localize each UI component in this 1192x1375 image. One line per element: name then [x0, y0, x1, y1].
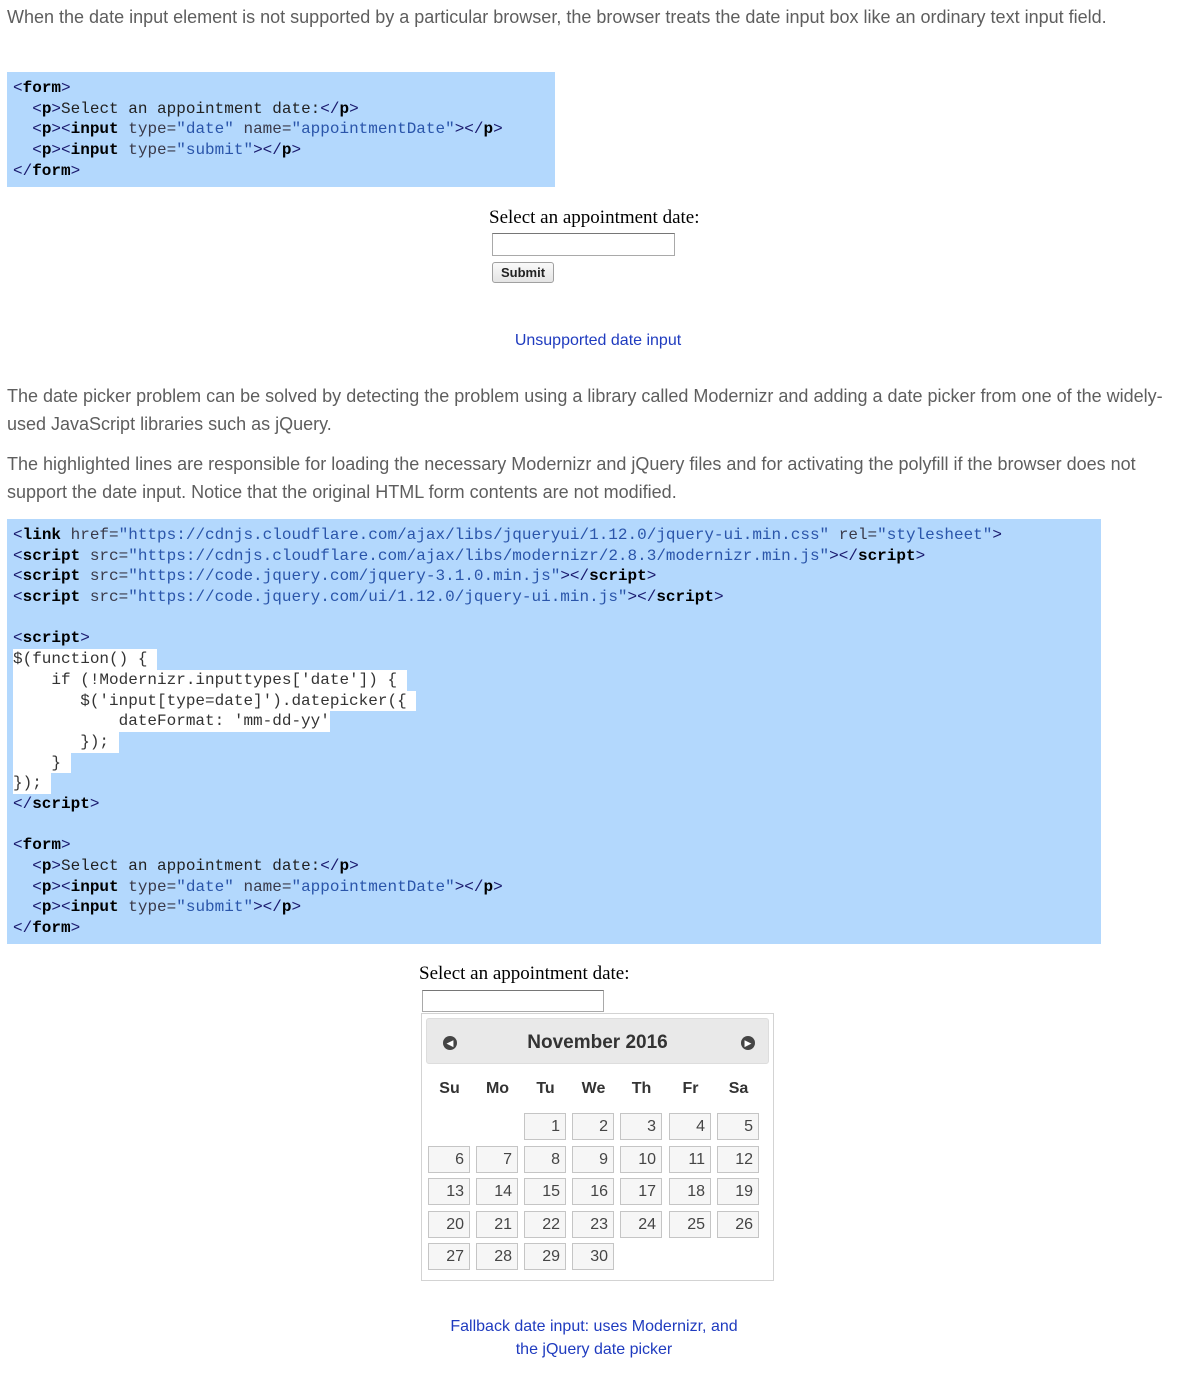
demo2-label: Select an appointment date:: [419, 963, 630, 984]
code-token: <: [32, 877, 42, 896]
code-token: input: [70, 877, 119, 896]
code-token: <: [13, 526, 23, 544]
code-token: >: [51, 857, 62, 875]
code-token: "https://cdnjs.cloudflare.com/ajax/libs/modernizr/2.8.3/modernizr.min.js": [128, 546, 830, 565]
calendar-day[interactable]: 10: [620, 1146, 662, 1173]
code-token: </: [320, 99, 340, 118]
code-token: form: [22, 836, 62, 855]
code-token: [13, 878, 32, 896]
code-token: p: [483, 877, 494, 896]
calendar-day[interactable]: 8: [524, 1146, 566, 1173]
code-token: ></: [253, 898, 282, 917]
code-line: [13, 670, 1101, 691]
calendar-day[interactable]: 2: [572, 1113, 614, 1140]
code-token: >: [291, 141, 302, 160]
code-token: "submit": [176, 898, 254, 917]
code-token: >: [61, 79, 71, 97]
calendar-day[interactable]: 11: [669, 1146, 711, 1173]
code-token: [13, 857, 32, 875]
code-token: [13, 120, 32, 138]
calendar-day[interactable]: 7: [476, 1146, 518, 1173]
code-token: >: [70, 919, 81, 938]
code-token: });: [13, 732, 119, 751]
datepicker-header: [426, 1018, 769, 1064]
code-token: form: [22, 79, 62, 97]
code-line: [13, 918, 1101, 939]
code-line: [13, 78, 555, 99]
modernizr-paragraph: The date picker problem can be solved by detecting the problem using a library called Modernizr and adding a date picker from one of the widely-used JavaScript libraries such as jQuery.: [7, 386, 1163, 434]
code-token: input: [70, 120, 119, 139]
code-token: form: [32, 919, 71, 938]
datepicker-calendar: [421, 1013, 774, 1281]
code-line: [13, 856, 1101, 877]
demo1-date-text-input[interactable]: [492, 233, 675, 256]
code-token: >: [349, 857, 359, 875]
code-token: <: [13, 567, 23, 586]
code-token: <: [32, 141, 42, 160]
code-token: ></: [454, 120, 484, 139]
code-line: [13, 608, 1101, 629]
code-token: p: [41, 898, 52, 917]
code-token: "date": [176, 877, 234, 896]
code-block-unsupported-form: [7, 72, 555, 187]
demo1-label: Select an appointment date:: [489, 207, 700, 228]
calendar-day[interactable]: 18: [669, 1178, 711, 1205]
code-token: ><: [51, 141, 71, 160]
code-token: src=: [80, 588, 129, 607]
code-token: name=: [233, 877, 292, 896]
code-token: "date": [176, 120, 234, 139]
code-token: <: [13, 836, 23, 855]
code-line: [13, 161, 555, 182]
code-token: <: [13, 546, 23, 565]
code-token: p: [41, 120, 52, 139]
code-line: [13, 566, 1101, 587]
code-token: script: [22, 546, 81, 565]
code-token: "https://cdnjs.cloudflare.com/ajax/libs/jqueryui/1.12.0/jquery-ui.min.css": [118, 526, 830, 544]
code-block-polyfill: [7, 519, 1101, 944]
code-token: ><: [51, 877, 71, 896]
code-token: ><: [51, 120, 71, 139]
code-token: [13, 898, 32, 916]
calendar-day[interactable]: 23: [572, 1211, 614, 1238]
code-token: ></: [253, 141, 282, 160]
demo2-caption-link[interactable]: [420, 1315, 768, 1361]
calendar-day[interactable]: 21: [476, 1211, 518, 1238]
code-token: <: [32, 99, 42, 118]
code-token: ></: [454, 877, 484, 896]
code-token: "https://code.jquery.com/ui/1.12.0/jquery-ui.min.js": [128, 588, 628, 607]
code-token: });: [13, 774, 52, 793]
calendar-day[interactable]: 17: [620, 1178, 662, 1205]
datepicker-month-title: November 2016: [527, 1032, 668, 1053]
code-token: "appointmentDate": [291, 120, 455, 139]
code-token: "appointmentDate": [291, 877, 455, 896]
code-token: if (!Modernizr.inputtypes['date']) {: [13, 670, 407, 689]
demo1-submit-button[interactable]: Submit: [492, 262, 554, 283]
code-token: "https://code.jquery.com/jquery-3.1.0.min.js": [128, 567, 561, 586]
code-line: [13, 649, 1101, 670]
code-token: >: [70, 161, 81, 180]
code-token: >: [349, 99, 359, 118]
calendar-day[interactable]: 12: [717, 1146, 759, 1173]
code-token: </: [320, 857, 340, 875]
demo2-date-text-input[interactable]: [422, 990, 604, 1012]
code-token: type=: [118, 141, 177, 160]
weekday-header: Mo: [485, 1080, 510, 1097]
calendar-day[interactable]: 20: [428, 1211, 470, 1238]
code-line: [13, 587, 1101, 608]
weekday-header: Tu: [536, 1080, 555, 1097]
weekday-header: Sa: [728, 1080, 749, 1097]
code-token: >: [89, 794, 100, 813]
code-token: script: [22, 567, 81, 586]
calendar-day[interactable]: 1: [524, 1113, 566, 1140]
calendar-day[interactable]: 6: [428, 1146, 470, 1173]
demo1-caption-link[interactable]: Unsupported date input: [514, 332, 682, 349]
code-line: [13, 794, 1101, 815]
code-token: Select an appointment date:: [61, 99, 321, 118]
code-token: $('input[type=date]').datepicker({: [13, 691, 417, 710]
code-token: Select an appointment date:: [61, 857, 321, 875]
code-token: input: [70, 141, 119, 160]
code-token: script: [22, 588, 81, 607]
code-token: p: [339, 99, 350, 118]
code-token: p: [281, 141, 292, 160]
code-line: [13, 119, 555, 140]
calendar-day[interactable]: 27: [428, 1243, 470, 1270]
calendar-day[interactable]: 15: [524, 1178, 566, 1205]
weekday-header: Fr: [682, 1080, 699, 1097]
code-token: >: [992, 526, 1002, 544]
code-token: p: [41, 99, 52, 118]
code-token: >: [61, 836, 71, 855]
calendar-day[interactable]: 19: [717, 1178, 759, 1205]
code-token: form: [32, 161, 71, 180]
code-token: ></: [627, 588, 657, 607]
code-token: $(function() {: [13, 650, 158, 669]
highlighted-lines-paragraph: The highlighted lines are responsible for loading the necessary Modernizr and jQuery files and for activating the polyfill if the browser does not support the date input. Notice that the original HTML form contents are not modified.: [7, 454, 1136, 502]
code-token: }: [13, 753, 71, 772]
code-token: script: [32, 794, 90, 813]
code-token: >: [291, 898, 302, 917]
code-token: "submit": [176, 141, 254, 160]
code-line: [13, 546, 1101, 567]
code-token: type=: [118, 898, 177, 917]
code-token: script: [857, 546, 916, 565]
code-token: >: [51, 99, 62, 118]
code-line: [13, 628, 1101, 649]
code-token: <: [32, 898, 42, 917]
calendar-day[interactable]: 26: [717, 1211, 759, 1238]
calendar-day[interactable]: 30: [572, 1243, 614, 1270]
code-token: ><: [51, 898, 71, 917]
code-token: ></: [560, 567, 590, 586]
calendar-day[interactable]: 28: [476, 1243, 518, 1270]
prev-arrow-icon[interactable]: ◀: [443, 1036, 457, 1050]
calendar-day[interactable]: 5: [717, 1113, 759, 1140]
code-line: [13, 711, 1101, 732]
code-token: >: [646, 567, 657, 586]
calendar-day[interactable]: 25: [669, 1211, 711, 1238]
calendar-day[interactable]: 3: [620, 1113, 662, 1140]
next-arrow-icon[interactable]: ▶: [741, 1036, 755, 1050]
weekday-header: Su: [439, 1080, 460, 1097]
code-token: type=: [118, 877, 177, 896]
demo2-caption-line1: Fallback date input: uses Modernizr, and: [450, 1318, 738, 1335]
code-token: p: [483, 120, 494, 139]
calendar-day[interactable]: 13: [428, 1178, 470, 1205]
code-token: p: [41, 857, 52, 875]
demo2-caption-line2: the jQuery date picker: [515, 1341, 673, 1358]
code-token: [13, 100, 32, 118]
code-token: <: [32, 120, 42, 139]
code-token: </: [13, 161, 33, 180]
code-token: rel=: [829, 526, 878, 544]
code-token: [13, 141, 32, 159]
code-line: [13, 835, 1101, 856]
calendar-day[interactable]: 4: [669, 1113, 711, 1140]
code-line: [13, 877, 1101, 898]
code-token: <: [13, 629, 23, 648]
code-line: [13, 691, 1101, 712]
intro-paragraph: When the date input element is not supported by a particular browser, the browser treats the date input box like an ordinary text input field.: [7, 7, 1107, 27]
code-token: script: [22, 629, 81, 648]
code-token: p: [339, 857, 350, 875]
code-token: >: [915, 546, 926, 565]
code-token: input: [70, 898, 119, 917]
code-token: type=: [118, 120, 177, 139]
code-token: "stylesheet": [877, 526, 993, 544]
code-token: <: [32, 857, 42, 875]
code-line: [13, 732, 1101, 753]
code-line: [13, 753, 1101, 774]
code-token: <: [13, 79, 23, 97]
calendar-day[interactable]: 24: [620, 1211, 662, 1238]
calendar-day[interactable]: 14: [476, 1178, 518, 1205]
code-token: src=: [80, 546, 129, 565]
calendar-day[interactable]: 29: [524, 1243, 566, 1270]
weekday-header: Th: [631, 1080, 652, 1097]
code-token: p: [41, 141, 52, 160]
code-token: >: [713, 588, 724, 607]
code-line: [13, 99, 555, 120]
code-token: >: [493, 120, 503, 139]
code-token: dateFormat: 'mm-dd-yy': [13, 712, 330, 731]
code-token: src=: [80, 567, 129, 586]
calendar-day[interactable]: 9: [572, 1146, 614, 1173]
code-line: [13, 773, 1101, 794]
code-token: p: [41, 877, 52, 896]
code-line: [13, 815, 1101, 836]
code-token: script: [589, 567, 647, 586]
calendar-day[interactable]: 22: [524, 1211, 566, 1238]
code-line: [13, 897, 1101, 918]
code-token: name=: [233, 120, 292, 139]
code-token: >: [80, 629, 90, 648]
code-token: href=: [61, 526, 119, 544]
code-token: <: [13, 588, 23, 607]
code-token: script: [656, 588, 714, 607]
calendar-day[interactable]: 16: [572, 1178, 614, 1205]
code-token: </: [13, 794, 33, 813]
code-line: [13, 140, 555, 161]
weekday-header: We: [581, 1080, 606, 1097]
code-token: p: [281, 898, 292, 917]
code-token: link: [22, 526, 62, 544]
code-token: ></: [829, 546, 858, 565]
code-token: >: [493, 877, 503, 896]
code-token: </: [13, 919, 33, 938]
code-line: [13, 525, 1101, 546]
